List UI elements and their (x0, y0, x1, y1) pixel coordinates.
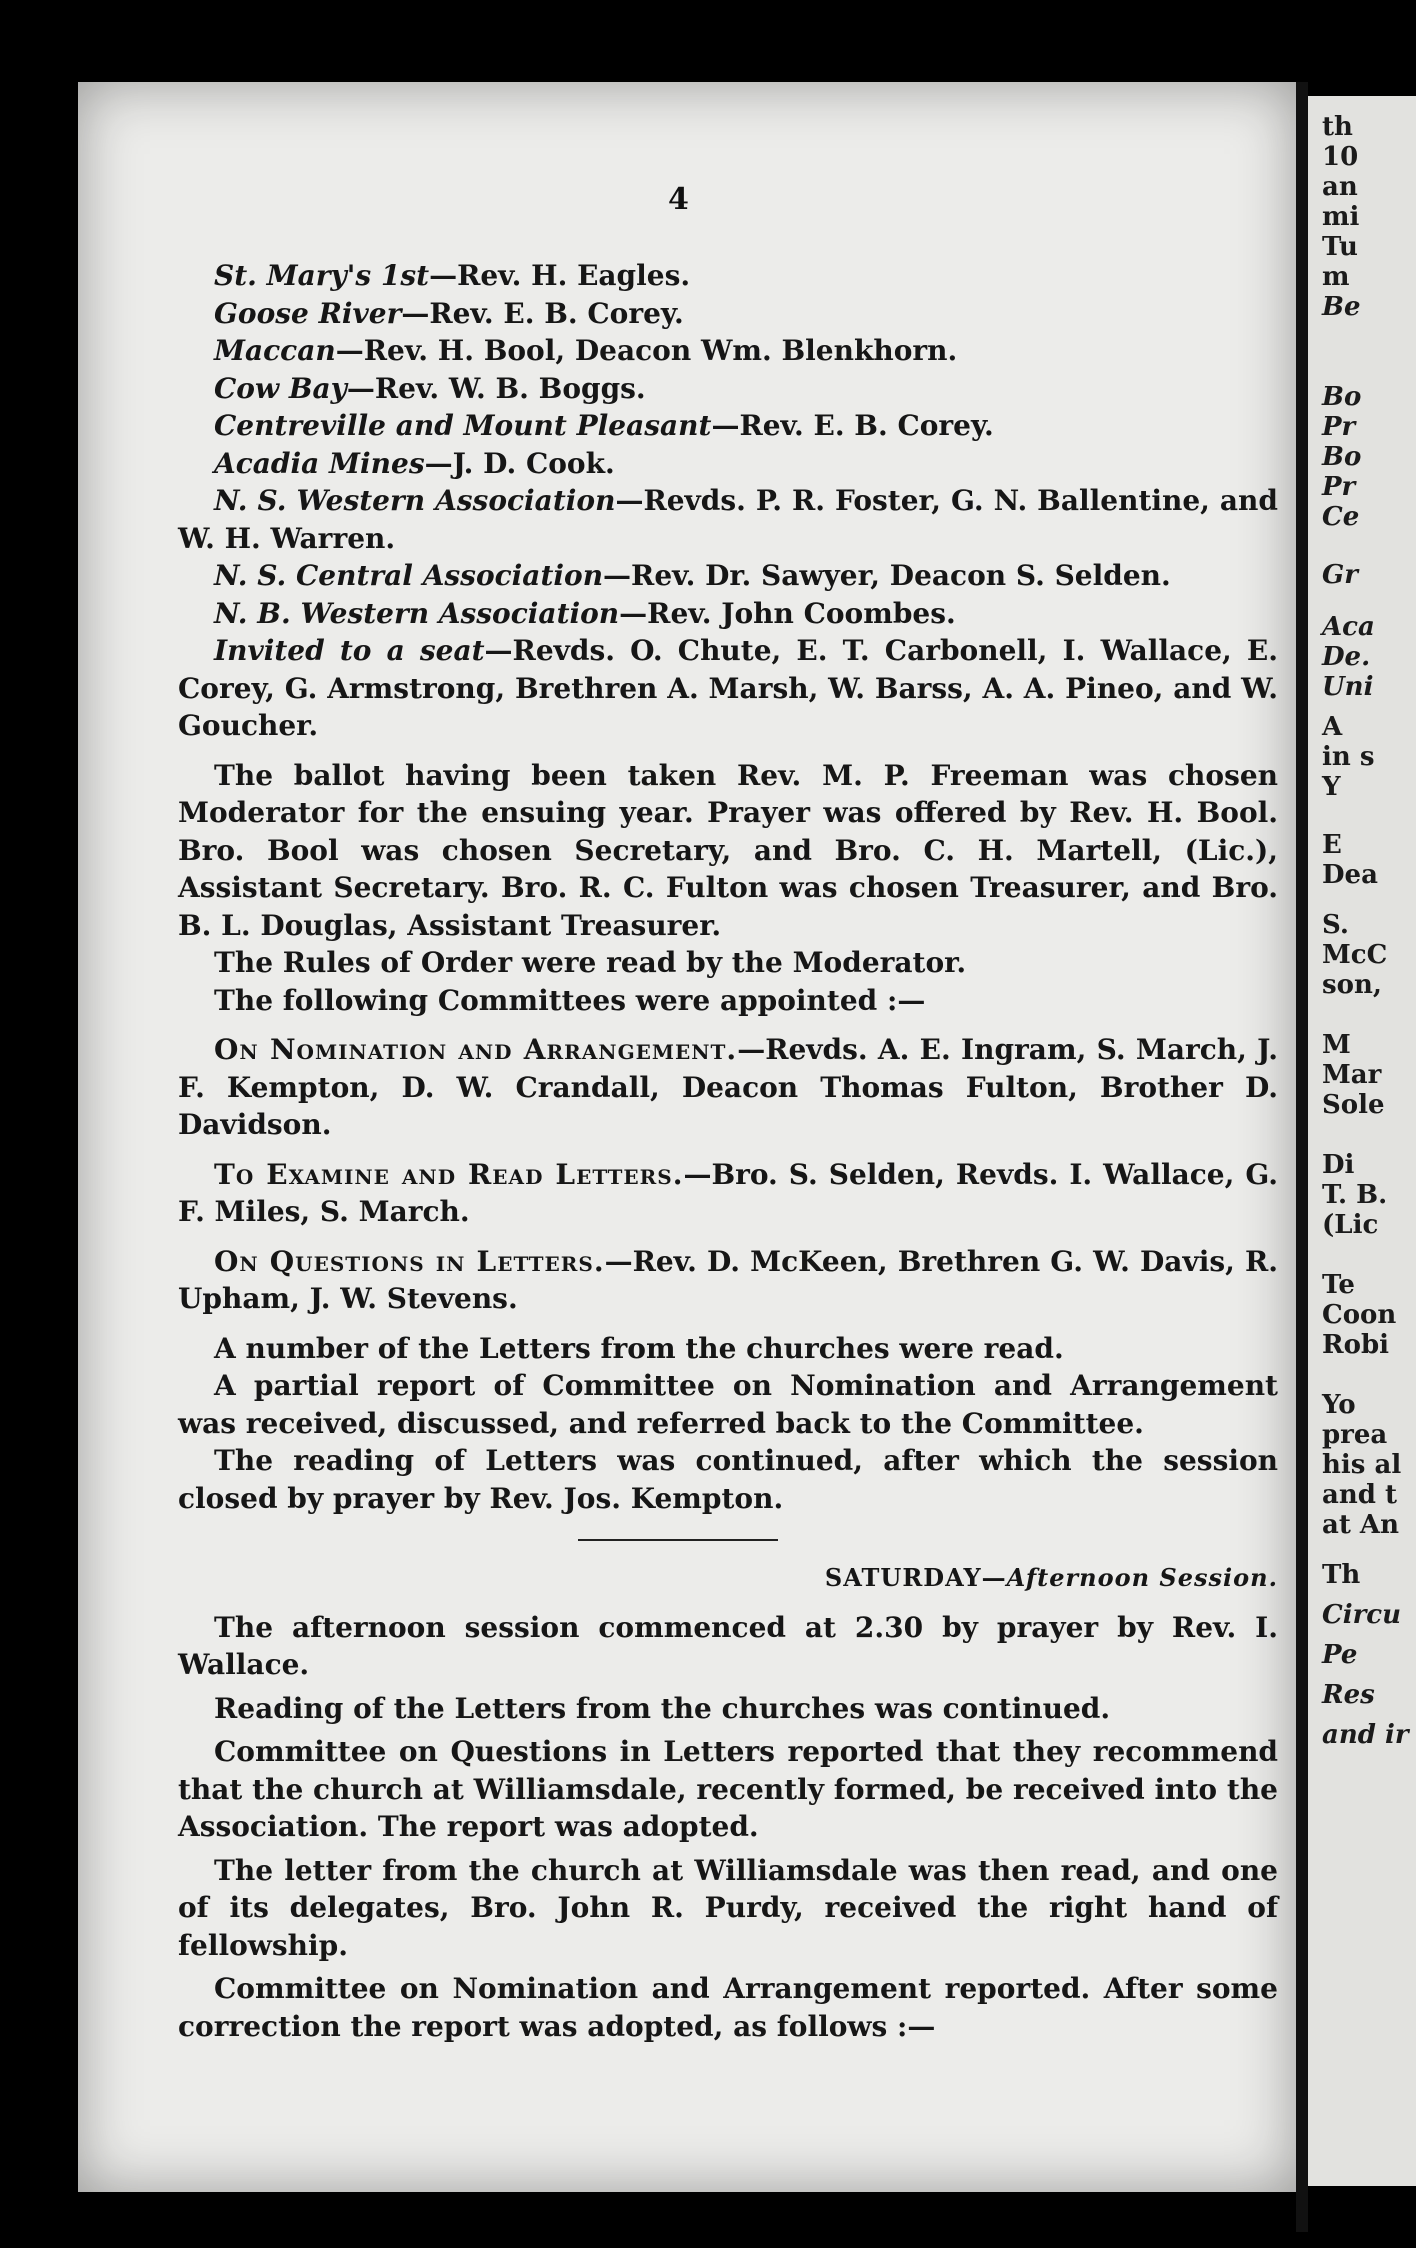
delegate-names: —Rev. H. Bool, Deacon Wm. Blenkhorn. (335, 334, 958, 367)
delegate-names: —Rev. E. B. Corey. (401, 296, 684, 330)
delegate-entry (178, 407, 1278, 445)
delegate-names: —Rev. H. Eagles. (429, 259, 691, 292)
adjacent-page-text: and ir (1322, 1720, 1409, 1750)
gutter-divider (1296, 82, 1308, 2232)
session-heading (178, 1559, 1278, 1597)
delegate-names: —Rev. E. B. Corey. (711, 409, 994, 442)
adjacent-page-text: Sole (1322, 1090, 1385, 1120)
delegate-place: Centreville and Mount Pleasant (214, 409, 712, 442)
adjacent-page-text: Circu (1322, 1600, 1402, 1630)
proceedings-block-3 (178, 1609, 1278, 2046)
adjacent-page-text: th (1322, 112, 1353, 142)
adjacent-page-text: son, (1322, 970, 1382, 1000)
delegate-names: —J. D. Cook. (424, 446, 615, 480)
delegate-entry (178, 370, 1278, 408)
adjacent-page-text: Te (1322, 1270, 1355, 1300)
paragraph: A number of the Letters from the churches were read. (214, 1331, 1064, 1365)
delegate-names: —Revds. P. R. Foster, G. N. Ballentine, and W. H. Warren. (178, 484, 1278, 555)
delegate-place: Cow Bay (214, 371, 347, 405)
document-page (78, 82, 1296, 2192)
committee-members: —Bro. S. Selden, Revds. I. Wallace, G. F. Miles, S. March. (178, 1157, 1278, 1228)
paragraph: The ballot having been taken Rev. M. P. Freeman was chosen Moderator for the ensuing year. Prayer was offered by Rev. H. Bool. Bro. Bool was chosen Secretary, and Bro. C. H. Martell, (Lic.), Assistant Secretary. Bro. R. C. Fulton was chosen Treasurer, and Bro. B. L. Douglas, Assistant Treasurer. (178, 758, 1278, 942)
adjacent-page-text: Be (1322, 292, 1361, 322)
delegate-entry (178, 257, 1278, 295)
delegate-entry (178, 557, 1278, 595)
adjacent-page-text: Tu (1322, 232, 1358, 262)
adjacent-page-text: Th (1322, 1560, 1361, 1590)
adjacent-page-text: mi (1322, 202, 1360, 232)
delegate-names: —Rev. John Coombes. (619, 596, 956, 630)
adjacent-page-text: at An (1322, 1510, 1399, 1540)
paragraph: The following Committees were appointed :— (214, 983, 926, 1017)
delegate-list (178, 257, 1278, 745)
delegate-place: Invited to a seat (214, 634, 485, 667)
delegate-entry (178, 595, 1278, 633)
paragraph: Reading of the Letters from the churches was continued. (214, 1691, 1111, 1725)
adjacent-page-text: Bo (1322, 442, 1362, 472)
adjacent-page-text: McC (1322, 940, 1388, 970)
delegate-names: —Rev. Dr. Sawyer, Deacon S. Selden. (603, 559, 1171, 592)
adjacent-page-text: Yo (1322, 1390, 1356, 1420)
adjacent-page-text: Y (1322, 772, 1341, 802)
adjacent-page-text: T. B. (1322, 1180, 1388, 1210)
committee-title: On Nomination and Arrangement. (214, 1033, 738, 1066)
section-rule (578, 1539, 778, 1541)
page-number: 4 (668, 182, 689, 217)
paragraph: The letter from the church at Williamsdale was then read, and one of its delegates, Bro. John R. Purdy, received the right hand of fellowship. (178, 1853, 1278, 1962)
delegate-place: Maccan (214, 334, 336, 367)
adjacent-page-text: Bo (1322, 382, 1362, 412)
adjacent-page-text: in s (1322, 742, 1375, 772)
committee-members: —Rev. D. McKeen, Brethren G. W. Davis, R. Upham, J. W. Stevens. (178, 1244, 1278, 1315)
delegate-place: N. B. Western Association (214, 596, 620, 630)
adjacent-page-text: E (1322, 830, 1342, 860)
adjacent-page-text: an (1322, 172, 1358, 202)
adjacent-page-text: 10 (1322, 142, 1359, 172)
page-body (178, 257, 1278, 2051)
delegate-names: —Rev. W. B. Boggs. (346, 371, 646, 405)
committee-entry (178, 1031, 1278, 1144)
adjacent-page-text: Res (1322, 1680, 1375, 1710)
adjacent-page-text: his al (1322, 1450, 1402, 1480)
delegate-place: N. S. Central Association (214, 559, 604, 592)
delegate-place: N. S. Western Association (214, 484, 616, 517)
paragraph: Committee on Nomination and Arrangement reported. After some correction the report was adopted, as follows :— (178, 1972, 1278, 2043)
paragraph: The Rules of Order were read by the Moderator. (214, 946, 967, 979)
adjacent-page-text: Coon (1322, 1300, 1397, 1330)
paragraph: A partial report of Committee on Nomination and Arrangement was received, discussed, and referred back to the Committee. (178, 1369, 1278, 1440)
committee-list (178, 1031, 1278, 1318)
proceedings-block-1 (178, 757, 1278, 1020)
committee-title: On Questions in Letters. (214, 1244, 605, 1278)
committee-entry (178, 1156, 1278, 1231)
adjacent-page-text: Ce (1322, 502, 1360, 532)
session-day: SATURDAY— (824, 1563, 1007, 1592)
paragraph: The reading of Letters was continued, after which the session closed by prayer by Rev. Jos. Kempton. (178, 1444, 1278, 1515)
adjacent-page-text: A (1322, 712, 1343, 742)
delegate-place: Acadia Mines (214, 446, 425, 480)
delegate-entry (178, 295, 1278, 333)
paragraph: The afternoon session commenced at 2.30 by prayer by Rev. I. Wallace. (178, 1610, 1278, 1681)
delegate-names: —Revds. O. Chute, E. T. Carbonell, I. Wallace, E. Corey, G. Armstrong, Brethren A. Marsh, W. Barss, A. A. Pineo, and W. Goucher. (178, 634, 1278, 742)
adjacent-page-text: Robi (1322, 1330, 1390, 1360)
committee-entry (178, 1243, 1278, 1318)
adjacent-page-text: m (1322, 262, 1350, 292)
delegate-place: Goose River (214, 296, 402, 330)
adjacent-page-text: Di (1322, 1150, 1355, 1180)
adjacent-page-fragment (1308, 96, 1416, 2186)
adjacent-page-text: Pr (1322, 412, 1356, 442)
adjacent-page-text: S. (1322, 910, 1349, 940)
session-name: Afternoon Session. (1006, 1563, 1278, 1592)
delegate-entry (178, 332, 1278, 370)
adjacent-page-text: Mar (1322, 1060, 1382, 1090)
committee-members: —Revds. A. E. Ingram, S. March, J. F. Kempton, D. W. Crandall, Deacon Thomas Fulton, Brother D. Davidson. (178, 1033, 1278, 1141)
delegate-entry (178, 482, 1278, 557)
adjacent-page-text: (Lic (1322, 1210, 1379, 1240)
adjacent-page-text: Dea (1322, 860, 1378, 890)
adjacent-page-text: Pr (1322, 472, 1356, 502)
adjacent-page-text: Gr (1322, 560, 1358, 590)
adjacent-page-text: and t (1322, 1480, 1397, 1510)
adjacent-page-text: Uni (1322, 672, 1374, 702)
adjacent-page-text: Aca (1322, 612, 1375, 642)
proceedings-block-2 (178, 1330, 1278, 1518)
paragraph: Committee on Questions in Letters reported that they recommend that the church at Williamsdale, recently formed, be received into the Association. The report was adopted. (178, 1735, 1278, 1843)
committee-title: To Examine and Read Letters. (214, 1157, 684, 1191)
delegate-entry (178, 445, 1278, 483)
delegate-entry (178, 632, 1278, 745)
delegate-place: St. Mary's 1st (214, 259, 430, 292)
adjacent-page-text: De. (1322, 642, 1371, 672)
adjacent-page-text: prea (1322, 1420, 1388, 1450)
adjacent-page-text: Pe (1322, 1640, 1358, 1670)
adjacent-page-text: M (1322, 1030, 1351, 1060)
